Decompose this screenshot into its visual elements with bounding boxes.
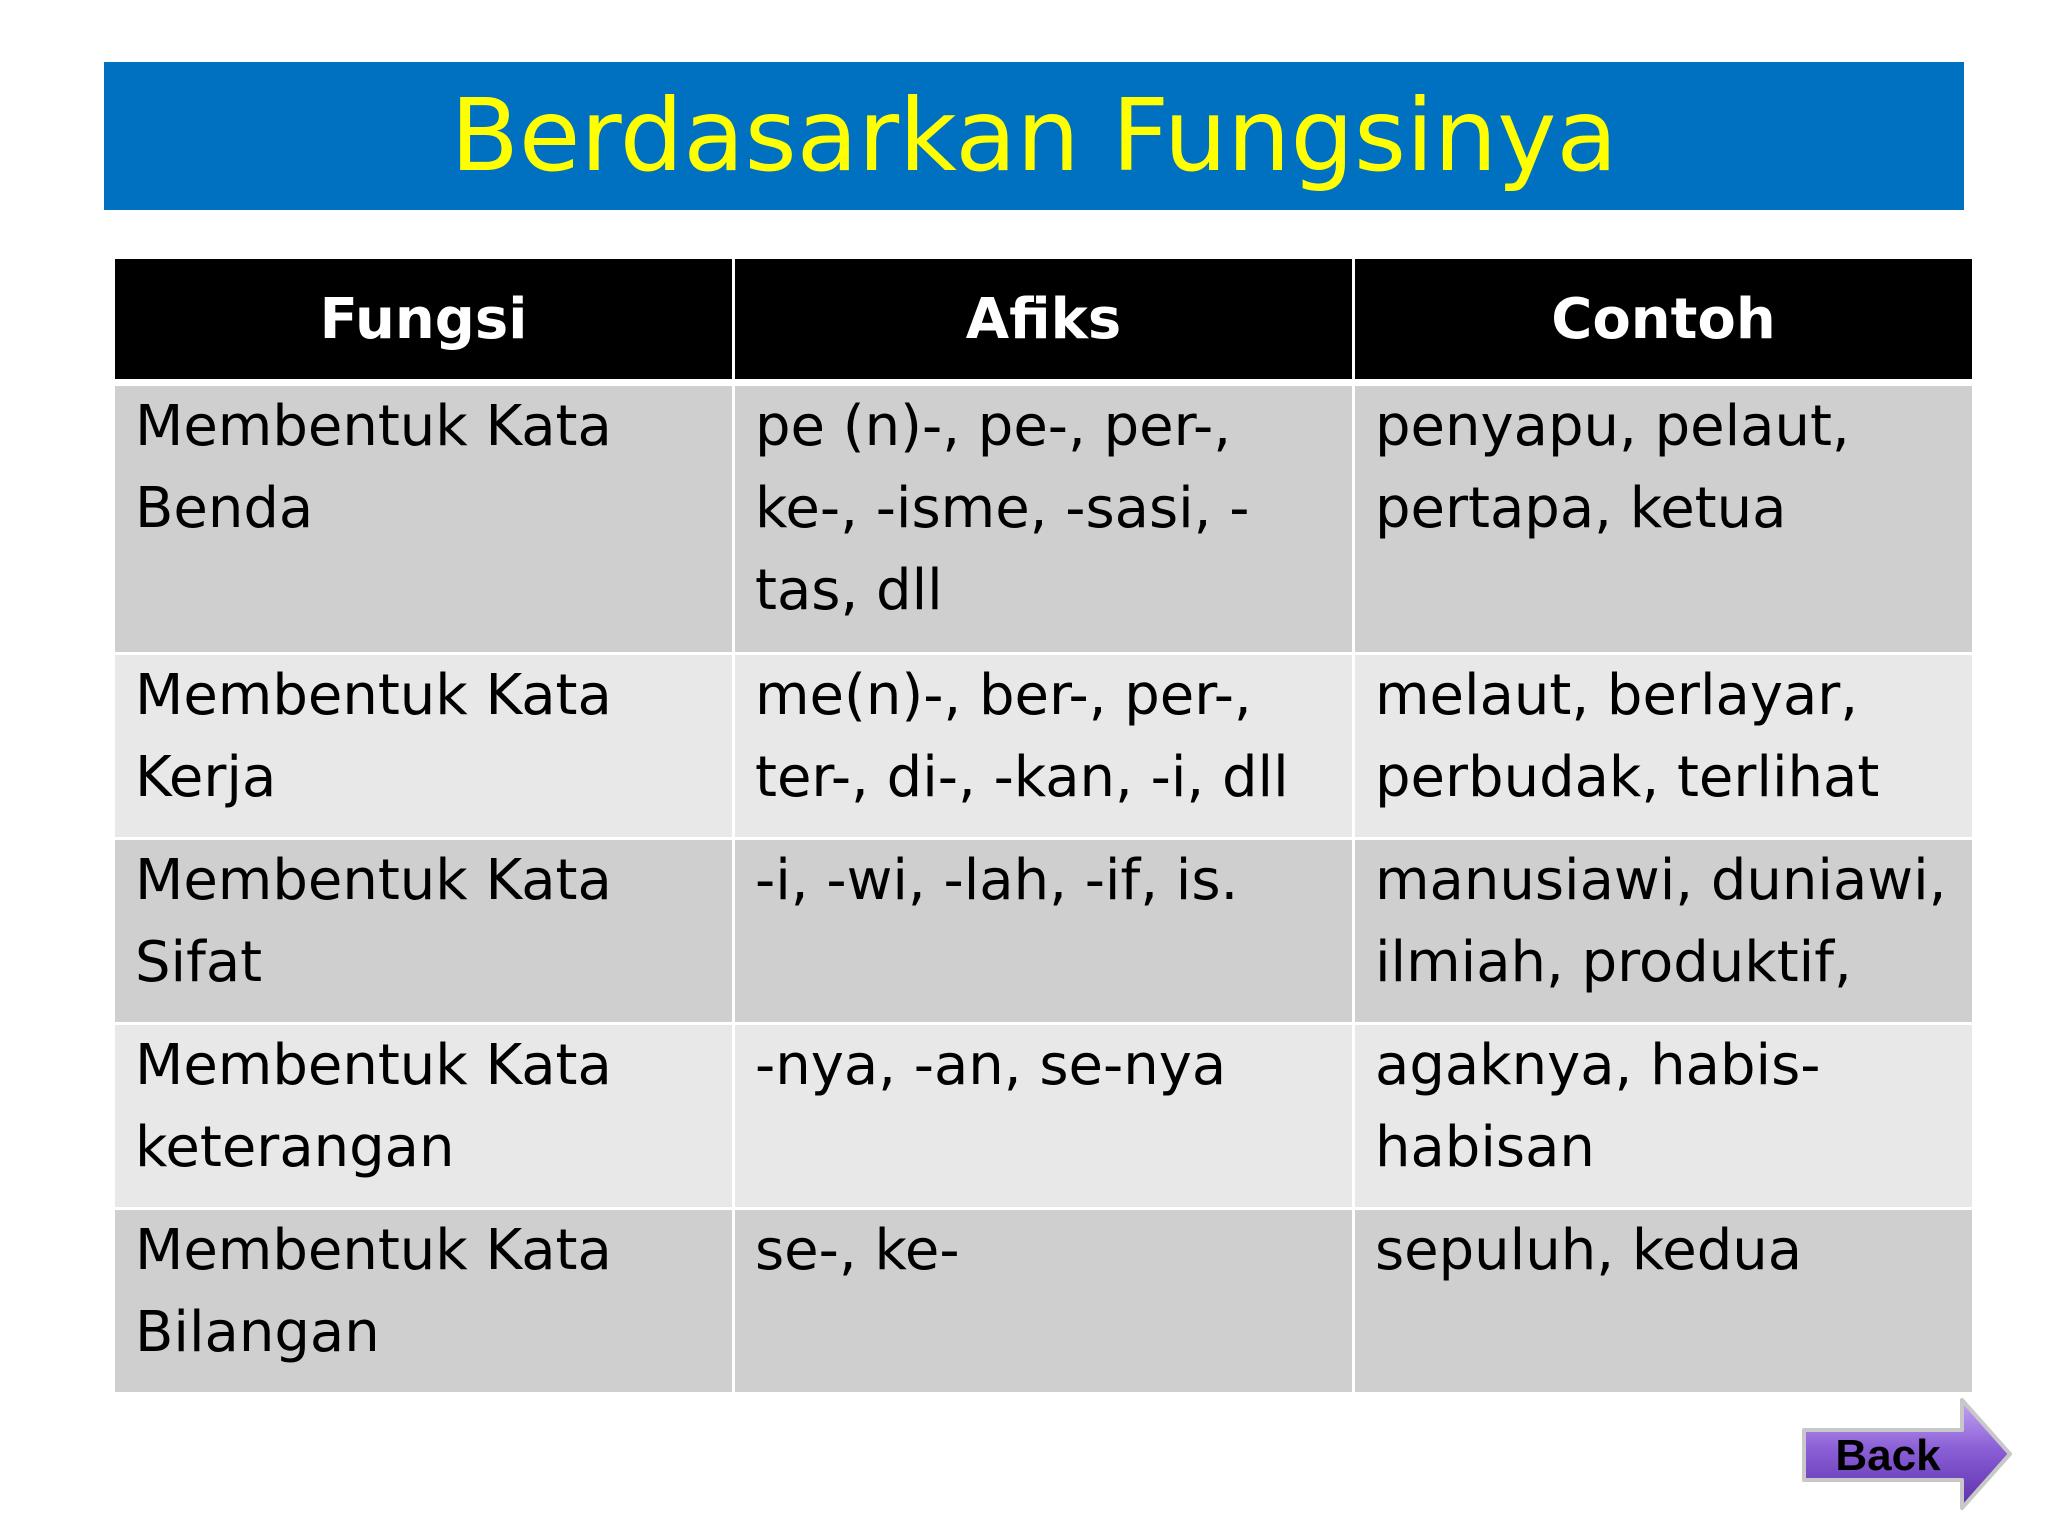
cell-fungsi: Membentuk Kata Bilangan	[115, 1210, 732, 1392]
column-header-contoh: Contoh	[1355, 259, 1972, 383]
cell-afiks: -i, -wi, -lah, -if, is.	[735, 840, 1352, 1022]
table-row	[115, 1210, 1972, 1392]
cell-fungsi: Membentuk Kata keterangan	[115, 1025, 732, 1207]
table-row	[115, 840, 1972, 1022]
cell-contoh: melaut, berlayar, perbudak, terlihat	[1355, 655, 1972, 837]
slide-title: Berdasarkan Fungsinya	[450, 77, 1618, 194]
title-banner	[104, 62, 1964, 210]
table-row	[115, 1025, 1972, 1207]
cell-fungsi: Membentuk Kata Kerja	[115, 655, 732, 837]
back-button[interactable]	[1796, 1396, 2016, 1516]
cell-contoh: sepuluh, kedua	[1355, 1210, 1972, 1392]
back-button-label: Back	[1835, 1431, 1941, 1480]
table-row	[115, 386, 1972, 652]
cell-afiks: pe (n)-, pe-, per-, ke-, -isme, -sasi, -tas, dll	[735, 386, 1352, 652]
table-header-row	[115, 259, 1972, 383]
affix-table	[112, 256, 1975, 1395]
cell-contoh: agaknya, habis-habisan	[1355, 1025, 1972, 1207]
table-row	[115, 655, 1972, 837]
cell-fungsi: Membentuk Kata Sifat	[115, 840, 732, 1022]
cell-afiks: se-, ke-	[735, 1210, 1352, 1392]
cell-contoh: penyapu, pelaut, pertapa, ketua	[1355, 386, 1972, 652]
cell-afiks: -nya, -an, se-nya	[735, 1025, 1352, 1207]
column-header-fungsi: Fungsi	[115, 259, 732, 383]
cell-afiks: me(n)-, ber-, per-, ter-, di-, -kan, -i, dll	[735, 655, 1352, 837]
cell-fungsi: Membentuk Kata Benda	[115, 386, 732, 652]
cell-contoh: manusiawi, duniawi, ilmiah, produktif,	[1355, 840, 1972, 1022]
affix-table-container	[112, 256, 1970, 1395]
column-header-afiks: Afiks	[735, 259, 1352, 383]
